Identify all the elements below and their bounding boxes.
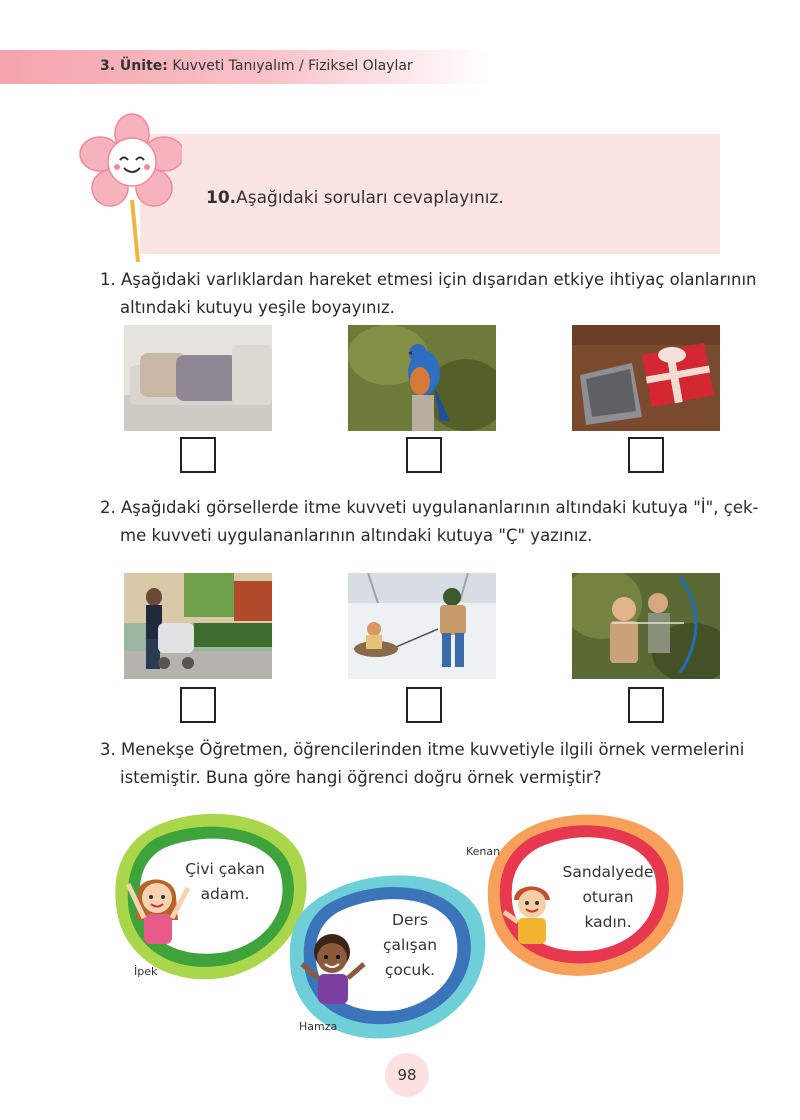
hamza-speech (370, 908, 450, 983)
question-3 (100, 736, 744, 792)
question-2-line1: 2. Aşağıdaki görsellerde itme kuvveti uygulananlarının altındaki kutuya "İ", çek- (100, 498, 759, 517)
gift-box-image (572, 325, 720, 431)
archery-image (572, 573, 720, 679)
section-instruction: Aşağıdaki soruları cevaplayınız. (236, 188, 504, 208)
ipek-avatar (124, 866, 194, 948)
answer-box-1a[interactable] (180, 437, 216, 473)
answer-box-1b[interactable] (406, 437, 442, 473)
student-name-hamza: Hamza (299, 1020, 338, 1033)
student-name-kenan: Kenan (466, 845, 501, 858)
student-name-ipek: İpek (134, 965, 158, 978)
question-1-line2: altındaki kutuyu yeşile boyayınız. (120, 298, 395, 317)
unit-label: 3. Ünite: (100, 58, 168, 74)
stroller-image (124, 573, 272, 679)
answer-box-2b[interactable] (406, 687, 442, 723)
section-number: 10. (206, 188, 237, 208)
question-2 (100, 494, 758, 550)
hamza-speech-line1: Ders (392, 911, 428, 929)
question-2-line2: me kuvveti uygulananlarının altındaki kutuya "Ç" yazınız. (120, 526, 593, 545)
kenan-avatar (500, 878, 564, 948)
page-number: 98 (385, 1053, 429, 1097)
answer-box-2a[interactable] (180, 687, 216, 723)
answer-box-1c[interactable] (628, 437, 664, 473)
kenan-speech-line1: Sandalyede (562, 863, 654, 881)
hamza-speech-line2: çalışan (382, 936, 438, 954)
ipek-speech-line1: Çivi çakan (185, 860, 265, 878)
question-1 (100, 266, 757, 322)
question-1-line1: 1. Aşağıdaki varlıklardan hareket etmesi için dışarıdan etkiye ihtiyaç olanlarının (100, 270, 757, 289)
kenan-speech-line2: oturan (582, 888, 634, 906)
bird-image (348, 325, 496, 431)
kenan-speech-line3: kadın. (584, 913, 632, 931)
hamza-avatar (296, 928, 370, 1010)
flower-icon (78, 112, 182, 262)
sled-image (348, 573, 496, 679)
answer-box-2c[interactable] (628, 687, 664, 723)
section-title (206, 188, 504, 208)
question-3-line1: 3. Menekşe Öğretmen, öğrencilerinden itme kuvvetiyle ilgili örnek vermelerini (100, 740, 745, 759)
kenan-speech (558, 860, 658, 935)
ipek-speech-line2: adam. (200, 885, 250, 903)
unit-title: Kuvveti Tanıyalım / Fiziksel Olaylar (172, 58, 413, 74)
hamza-speech-line3: çocuk. (384, 961, 436, 979)
question-3-line2: istemiştir. Buna göre hangi öğrenci doğru örnek vermiştir? (120, 768, 602, 787)
unit-header (100, 58, 413, 74)
cushions-image (124, 325, 272, 431)
